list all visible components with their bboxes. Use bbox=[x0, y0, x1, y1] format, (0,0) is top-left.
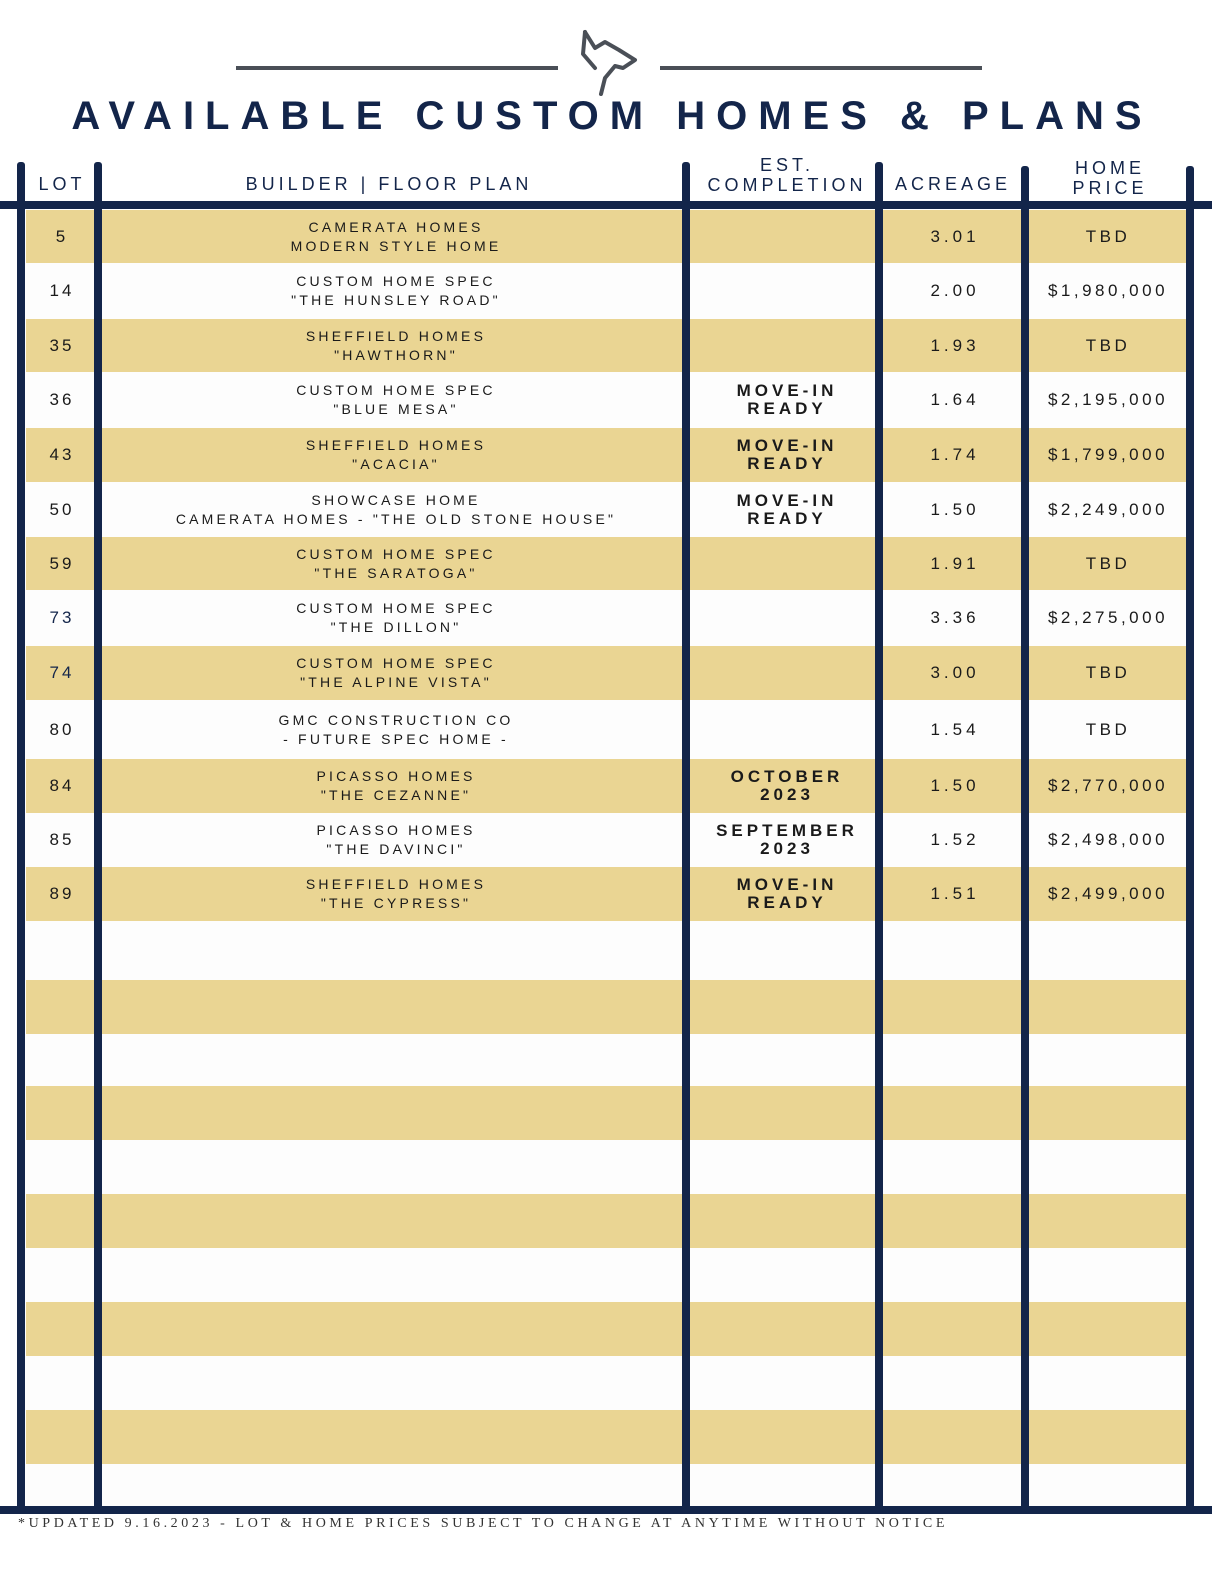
plan-name: "BLUE MESA" bbox=[333, 401, 459, 417]
builder-plan bbox=[106, 759, 686, 813]
completion-line2: 2023 bbox=[760, 785, 814, 804]
column-divider bbox=[875, 162, 883, 1514]
builder-plan bbox=[106, 867, 686, 921]
plan-name: "THE HUNSLEY ROAD" bbox=[291, 292, 501, 308]
header-est-completion bbox=[694, 152, 880, 198]
acreage-value: 1.50 bbox=[930, 499, 980, 519]
header-est-completion-line1: EST. bbox=[759, 155, 814, 175]
home-price-value: TBD bbox=[1085, 553, 1131, 573]
builder-plan bbox=[106, 263, 686, 319]
acreage-value: 1.64 bbox=[930, 390, 980, 409]
lot-number: 89 bbox=[49, 884, 75, 903]
builder-plan bbox=[106, 590, 686, 646]
empty-row bbox=[26, 980, 1186, 1034]
est-completion bbox=[694, 263, 880, 319]
header-home-price-line1: HOME bbox=[1075, 158, 1145, 178]
header-acreage: ACREAGE bbox=[894, 174, 1012, 194]
completion-line1: MOVE-IN bbox=[736, 490, 838, 510]
completion-line1: SEPTEMBER bbox=[716, 821, 858, 840]
builder-name: CUSTOM HOME SPEC bbox=[296, 655, 496, 671]
lot-number: 43 bbox=[49, 445, 75, 464]
acreage-value: 1.93 bbox=[930, 335, 980, 355]
home-price-value: $2,195,000 bbox=[1047, 390, 1169, 409]
table-row bbox=[26, 646, 1186, 700]
acreage-value: 3.00 bbox=[930, 663, 980, 682]
empty-row bbox=[26, 1140, 1186, 1194]
lot-number: 50 bbox=[49, 499, 75, 519]
lot-number: 74 bbox=[49, 663, 75, 682]
table-row bbox=[26, 372, 1186, 428]
builder-name: CUSTOM HOME SPEC bbox=[296, 545, 496, 562]
acreage-value: 1.54 bbox=[930, 719, 980, 739]
empty-row bbox=[26, 1302, 1186, 1356]
est-completion bbox=[694, 759, 880, 813]
est-completion bbox=[694, 590, 880, 646]
lot-number: 14 bbox=[49, 281, 75, 300]
column-divider bbox=[1021, 166, 1029, 1514]
table-row bbox=[26, 759, 1186, 813]
est-completion bbox=[694, 372, 880, 428]
lot-number: 84 bbox=[49, 776, 75, 795]
page-title: AVAILABLE CUSTOM HOMES & PLANS bbox=[71, 94, 1153, 138]
header-home-price bbox=[1032, 156, 1188, 200]
lot-number: 36 bbox=[49, 390, 75, 409]
completion-line1: MOVE-IN bbox=[736, 875, 838, 894]
completion-line2: 2023 bbox=[760, 839, 814, 858]
home-price-value: $1,980,000 bbox=[1047, 281, 1169, 300]
builder-name: GMC CONSTRUCTION CO bbox=[278, 711, 514, 728]
est-completion bbox=[694, 210, 880, 263]
empty-row bbox=[26, 1034, 1186, 1086]
builder-name: PICASSO HOMES bbox=[316, 822, 476, 838]
table-row bbox=[26, 319, 1186, 372]
acreage-value: 3.36 bbox=[930, 608, 980, 627]
lot-number: 73 bbox=[49, 608, 75, 627]
home-price-value: $1,799,000 bbox=[1047, 445, 1169, 464]
plan-name: "THE DILLON" bbox=[330, 619, 462, 635]
plan-name: "THE CYPRESS" bbox=[320, 895, 472, 911]
column-divider bbox=[1186, 166, 1194, 1514]
builder-name: SHEFFIELD HOMES bbox=[305, 876, 487, 892]
home-price-value: $2,275,000 bbox=[1047, 608, 1169, 627]
acreage-value: 1.52 bbox=[930, 830, 980, 849]
table-row bbox=[26, 813, 1186, 867]
acreage-value: 1.74 bbox=[930, 445, 980, 464]
builder-plan bbox=[106, 210, 686, 263]
est-completion bbox=[694, 537, 880, 590]
table-row bbox=[26, 428, 1186, 482]
home-price-value: TBD bbox=[1085, 663, 1131, 682]
empty-row bbox=[26, 1248, 1186, 1302]
plan-name: "THE DAVINCI" bbox=[326, 841, 466, 857]
builder-name: CAMERATA HOMES bbox=[308, 218, 484, 235]
column-divider bbox=[94, 162, 102, 1514]
builder-plan bbox=[106, 372, 686, 428]
plan-name: - FUTURE SPEC HOME - bbox=[283, 730, 509, 747]
builder-plan bbox=[106, 428, 686, 482]
acreage-value: 1.50 bbox=[930, 776, 980, 795]
home-price-value: TBD bbox=[1085, 335, 1131, 355]
completion-line1: MOVE-IN bbox=[736, 436, 838, 455]
acreage-value: 1.91 bbox=[930, 553, 980, 573]
completion-line2: READY bbox=[747, 399, 827, 418]
table-bottom-line bbox=[0, 1506, 1212, 1514]
column-divider bbox=[17, 162, 25, 1514]
table-row bbox=[26, 700, 1186, 759]
builder-plan bbox=[106, 646, 686, 700]
home-price-value: TBD bbox=[1085, 719, 1131, 739]
completion-line1: OCTOBER bbox=[730, 767, 844, 786]
completion-line2: READY bbox=[747, 454, 827, 473]
acreage-value: 3.01 bbox=[930, 226, 980, 246]
builder-plan bbox=[106, 537, 686, 590]
lot-number: 80 bbox=[49, 719, 75, 739]
table-row bbox=[26, 263, 1186, 319]
completion-line2: READY bbox=[747, 508, 827, 528]
est-completion bbox=[694, 867, 880, 921]
plan-name: "THE SARATOGA" bbox=[314, 564, 478, 581]
plan-name: "THE ALPINE VISTA" bbox=[300, 674, 492, 690]
est-completion bbox=[694, 700, 880, 759]
lot-number: 35 bbox=[49, 335, 75, 355]
empty-row bbox=[26, 1464, 1186, 1506]
home-price-value: $2,499,000 bbox=[1047, 884, 1169, 903]
lot-number: 59 bbox=[49, 553, 75, 573]
plan-name: "ACACIA" bbox=[352, 456, 440, 472]
header-divider-line bbox=[0, 201, 1212, 209]
footer-disclaimer: *UPDATED 9.16.2023 - LOT & HOME PRICES SUBJECT TO CHANGE AT ANYTIME WITHOUT NOTICE bbox=[18, 1516, 949, 1531]
acreage-value: 1.51 bbox=[930, 884, 980, 903]
empty-row bbox=[26, 1410, 1186, 1464]
est-completion bbox=[694, 428, 880, 482]
header-home-price-line2: PRICE bbox=[1072, 178, 1148, 198]
table-row bbox=[26, 590, 1186, 646]
header-lot: LOT bbox=[38, 174, 86, 194]
table-row bbox=[26, 210, 1186, 263]
empty-row bbox=[26, 1194, 1186, 1248]
plan-name: "THE CEZANNE" bbox=[320, 787, 472, 803]
builder-name: SHOWCASE HOME bbox=[311, 491, 481, 508]
builder-plan bbox=[106, 319, 686, 372]
table-row bbox=[26, 537, 1186, 590]
table-row bbox=[26, 482, 1186, 537]
plan-name: "HAWTHORN" bbox=[334, 346, 458, 363]
builder-name: CUSTOM HOME SPEC bbox=[296, 382, 496, 398]
column-divider bbox=[682, 162, 690, 1514]
builder-name: PICASSO HOMES bbox=[316, 768, 476, 784]
plan-name: MODERN STYLE HOME bbox=[290, 237, 502, 254]
est-completion bbox=[694, 813, 880, 867]
builder-name: SHEFFIELD HOMES bbox=[305, 327, 487, 344]
builder-plan bbox=[106, 700, 686, 759]
builder-name: SHEFFIELD HOMES bbox=[305, 437, 487, 453]
completion-line2: READY bbox=[747, 893, 827, 912]
lot-number: 85 bbox=[49, 830, 75, 849]
home-price-value: $2,249,000 bbox=[1047, 499, 1169, 519]
table-row bbox=[26, 867, 1186, 921]
header-est-completion-line2: COMPLETION bbox=[707, 175, 867, 195]
plan-name: CAMERATA HOMES - "THE OLD STONE HOUSE" bbox=[175, 510, 617, 527]
builder-plan bbox=[106, 813, 686, 867]
builder-plan bbox=[106, 482, 686, 537]
builder-name: CUSTOM HOME SPEC bbox=[296, 600, 496, 616]
est-completion bbox=[694, 482, 880, 537]
builder-name: CUSTOM HOME SPEC bbox=[296, 273, 496, 289]
home-price-value: TBD bbox=[1085, 226, 1131, 246]
home-price-value: $2,498,000 bbox=[1047, 830, 1169, 849]
lot-number: 5 bbox=[55, 226, 69, 246]
completion-line1: MOVE-IN bbox=[736, 381, 838, 400]
est-completion bbox=[694, 319, 880, 372]
est-completion bbox=[694, 646, 880, 700]
acreage-value: 2.00 bbox=[930, 281, 980, 300]
empty-row bbox=[26, 1356, 1186, 1410]
home-price-value: $2,770,000 bbox=[1047, 776, 1169, 795]
empty-row bbox=[26, 921, 1186, 980]
empty-row bbox=[26, 1086, 1186, 1140]
header-builder-floor-plan: BUILDER | FLOOR PLAN bbox=[245, 174, 533, 194]
